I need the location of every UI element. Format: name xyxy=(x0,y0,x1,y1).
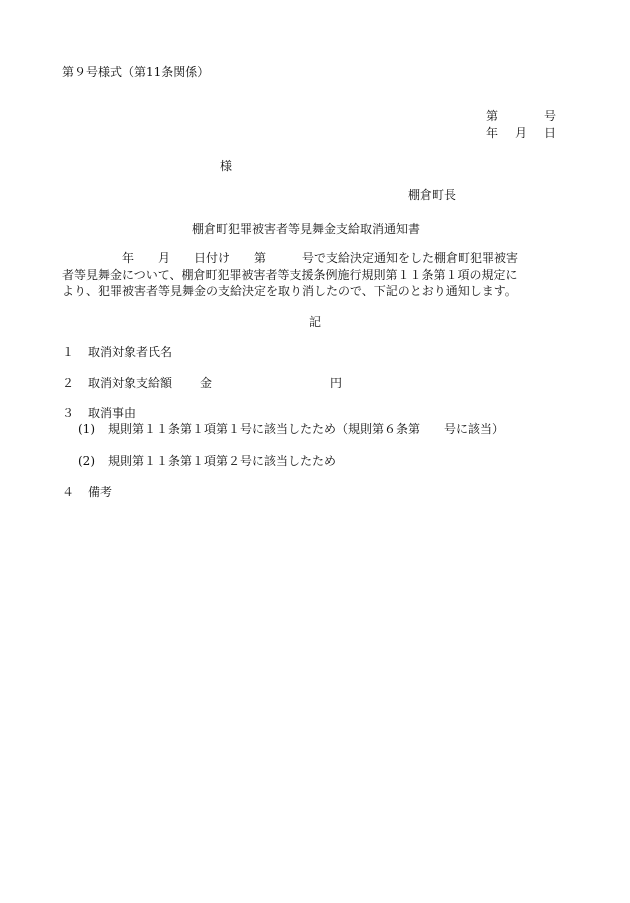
document-number-line xyxy=(486,108,556,124)
document-title: 棚倉町犯罪被害者等見舞金支給取消通知書 xyxy=(192,222,421,236)
item-cancelled-amount xyxy=(62,375,342,391)
item-cancellation-reason xyxy=(62,405,136,421)
body-paragraph xyxy=(62,250,570,300)
item-number: ２ xyxy=(62,376,75,390)
body-line-2: 者等見舞金について、棚倉町犯罪被害者等支援条例施行規則第１１条第１項の規定に xyxy=(62,267,518,282)
item-remarks xyxy=(62,484,112,500)
sub-item-text: 規則第１１条第１項第２号に該当したため xyxy=(108,454,337,468)
item-cancelled-person-name xyxy=(62,344,172,360)
number-dai: 第 xyxy=(486,109,499,123)
item-label: 取消事由 xyxy=(88,406,137,420)
item-label: 取消対象支給額 xyxy=(88,376,173,390)
item-number: １ xyxy=(62,345,75,359)
reason-sub-item-2 xyxy=(78,453,336,469)
item-number: ３ xyxy=(62,406,75,420)
item-label: 備考 xyxy=(88,485,113,499)
sub-item-number: (1) xyxy=(78,422,95,436)
form-label: 第９号様式（第11条関係） xyxy=(62,65,210,79)
amount-prefix: 金 xyxy=(200,376,213,390)
document-date-line xyxy=(486,125,556,141)
sub-item-text: 規則第１１条第１項第１号に該当したため（規則第６条第 号に該当） xyxy=(108,422,505,436)
ki-heading: 記 xyxy=(309,315,322,329)
sub-item-number: (2) xyxy=(78,454,95,468)
reason-sub-item-1 xyxy=(78,421,504,437)
amount-suffix: 円 xyxy=(330,376,343,390)
item-number: ４ xyxy=(62,485,75,499)
body-line-1: 年 月 日付け 第 号で支給決定通知をした棚倉町犯罪被害 xyxy=(62,251,519,265)
body-line-3: より、犯罪被害者等見舞金の支給決定を取り消したので、下記のとおり通知します。 xyxy=(62,284,517,298)
number-go: 号 xyxy=(543,109,556,123)
issuer-name: 棚倉町長 xyxy=(408,188,457,202)
date-tsuki: 月 xyxy=(514,126,527,140)
addressee-suffix: 様 xyxy=(220,159,233,173)
date-nen: 年 xyxy=(486,126,499,140)
date-hi: 日 xyxy=(543,126,556,140)
document-number-date-block xyxy=(486,108,556,141)
item-label: 取消対象者氏名 xyxy=(88,345,173,359)
